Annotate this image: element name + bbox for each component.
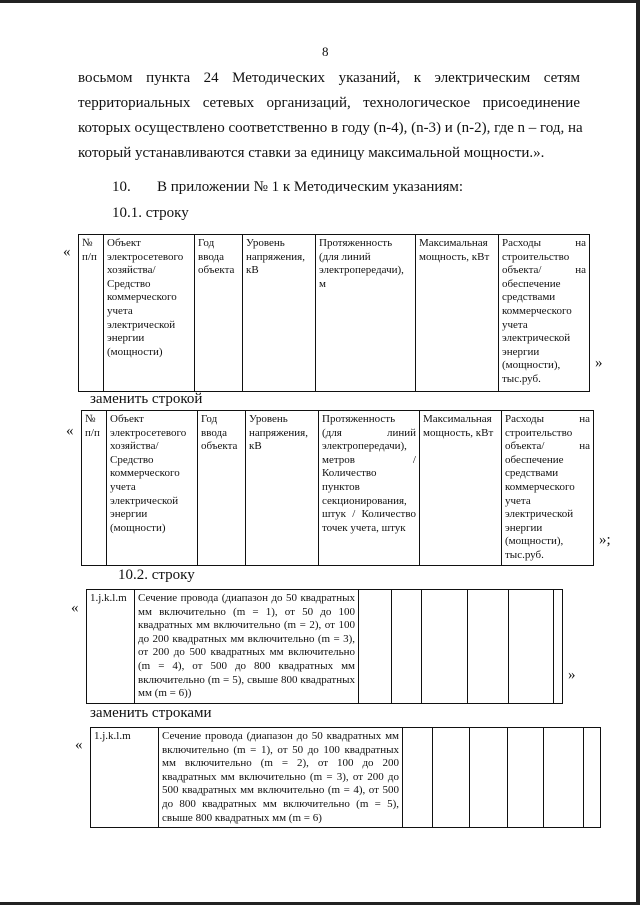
table-cell-costs: Расходы на строительство объекта/ на обеспечение средствами коммерческого учета электрической энергии (мощности), тыс.руб. <box>502 411 594 566</box>
open-quote: « <box>71 600 79 616</box>
table-cell-code: 1.j.k.l.m <box>87 590 135 704</box>
replace-rows-heading: заменить строками <box>90 705 212 721</box>
table-cell-empty <box>468 590 509 704</box>
scan-edge-top <box>0 0 640 3</box>
close-quote: » <box>595 355 603 371</box>
table-row <box>91 728 601 828</box>
table-cell-empty <box>359 590 392 704</box>
table-cell-voltage: Уровень напряжения, кВ <box>243 235 316 392</box>
table-cell-power: Максимальная мощность, кВт <box>416 235 499 392</box>
table-cell-empty <box>508 728 544 828</box>
table-cell-year: Год ввода объекта <box>198 411 246 566</box>
table-cell-empty <box>433 728 470 828</box>
scan-edge-right <box>636 0 640 905</box>
item-10-text: В приложении № 1 к Методическим указаниям: <box>157 179 464 195</box>
table-cell-empty <box>392 590 422 704</box>
item-10-number: 10. <box>112 179 131 195</box>
table-row <box>79 235 590 392</box>
replace-row-heading: заменить строкой <box>90 391 203 407</box>
table-cell-empty <box>584 728 601 828</box>
table-cell-description: Сечение провода (диапазон до 50 квадратных мм включительно (m = 1), от 50 до 100 квадратных мм включительно (m = 2), от 100 до 200 квадратных мм включительно (m = 3), от 200 до 500 квадратных мм включительно (m = 4), от 500 до 800 квадратных мм включительно (m = 5), свыше 800 квадратных мм (m = 6) <box>159 728 403 828</box>
table-row <box>87 590 563 704</box>
open-quote: « <box>66 423 74 439</box>
close-quote-semicolon: »; <box>599 532 611 548</box>
intro-line: которых осуществлено соответственно в году (n-4), (n-3) и (n-2), где n – год, на <box>78 120 583 136</box>
table-cell-description: Сечение провода (диапазон до 50 квадратных мм включительно (m = 1), от 50 до 100 квадратных мм включительно (m = 2), от 100 до 200 квадратных мм включительно (m = 3), от 200 до 500 квадратных мм включительно (m = 4), от 500 до 800 квадратных мм включительно (m = 5), свыше 800 квадратных мм (m = 6)) <box>135 590 359 704</box>
table-cell-year: Год ввода объекта <box>195 235 243 392</box>
table-replacement-header <box>81 410 594 566</box>
table-original-header <box>78 234 590 392</box>
table-cell-empty <box>403 728 433 828</box>
table-cell-empty <box>509 590 554 704</box>
table-replacement-row <box>90 727 601 828</box>
table-cell-empty <box>554 590 563 704</box>
table-cell-object: Объект электросетевого хозяйства/ Средство коммерческого учета электрической энергии (мощности) <box>107 411 198 566</box>
intro-line: который устанавливаются ставки за единицу максимальной мощности.». <box>78 145 545 161</box>
table-cell-empty <box>470 728 508 828</box>
table-cell-empty <box>544 728 584 828</box>
table-cell-code: 1.j.k.l.m <box>91 728 159 828</box>
table-cell-number: № п/п <box>79 235 104 392</box>
intro-paragraph <box>78 66 583 166</box>
close-quote: » <box>568 667 576 683</box>
table-cell-voltage: Уровень напряжения, кВ <box>246 411 319 566</box>
table-original-row <box>86 589 563 704</box>
open-quote: « <box>75 737 83 753</box>
page-number: 8 <box>322 44 329 59</box>
table-cell-costs: Расходы на строительство объекта/ на обеспечение средствами коммерческого учета электрической энергии (мощности), тыс.руб. <box>499 235 590 392</box>
item-10-1-heading: 10.1. строку <box>112 205 189 221</box>
table-cell-object: Объект электросетевого хозяйства/ Средство коммерческого учета электрической энергии (мощности) <box>104 235 195 392</box>
table-cell-number: № п/п <box>82 411 107 566</box>
table-cell-empty <box>422 590 468 704</box>
intro-line: территориальных сетевых организаций, технологическое присоединение <box>78 95 580 111</box>
intro-line: восьмом пункта 24 Методических указаний, к электрическим сетям <box>78 70 580 86</box>
open-quote: « <box>63 244 71 260</box>
table-cell-power: Максимальная мощность, кВт <box>420 411 502 566</box>
item-10-2-heading: 10.2. строку <box>118 567 195 583</box>
table-row <box>82 411 594 566</box>
table-cell-length: Протяженность (для линий электропередачи), метров / Количество пунктов секционирования, штук / Количество точек учета, штук <box>319 411 420 566</box>
table-cell-length: Протяженность (для линий электропередачи), м <box>316 235 416 392</box>
